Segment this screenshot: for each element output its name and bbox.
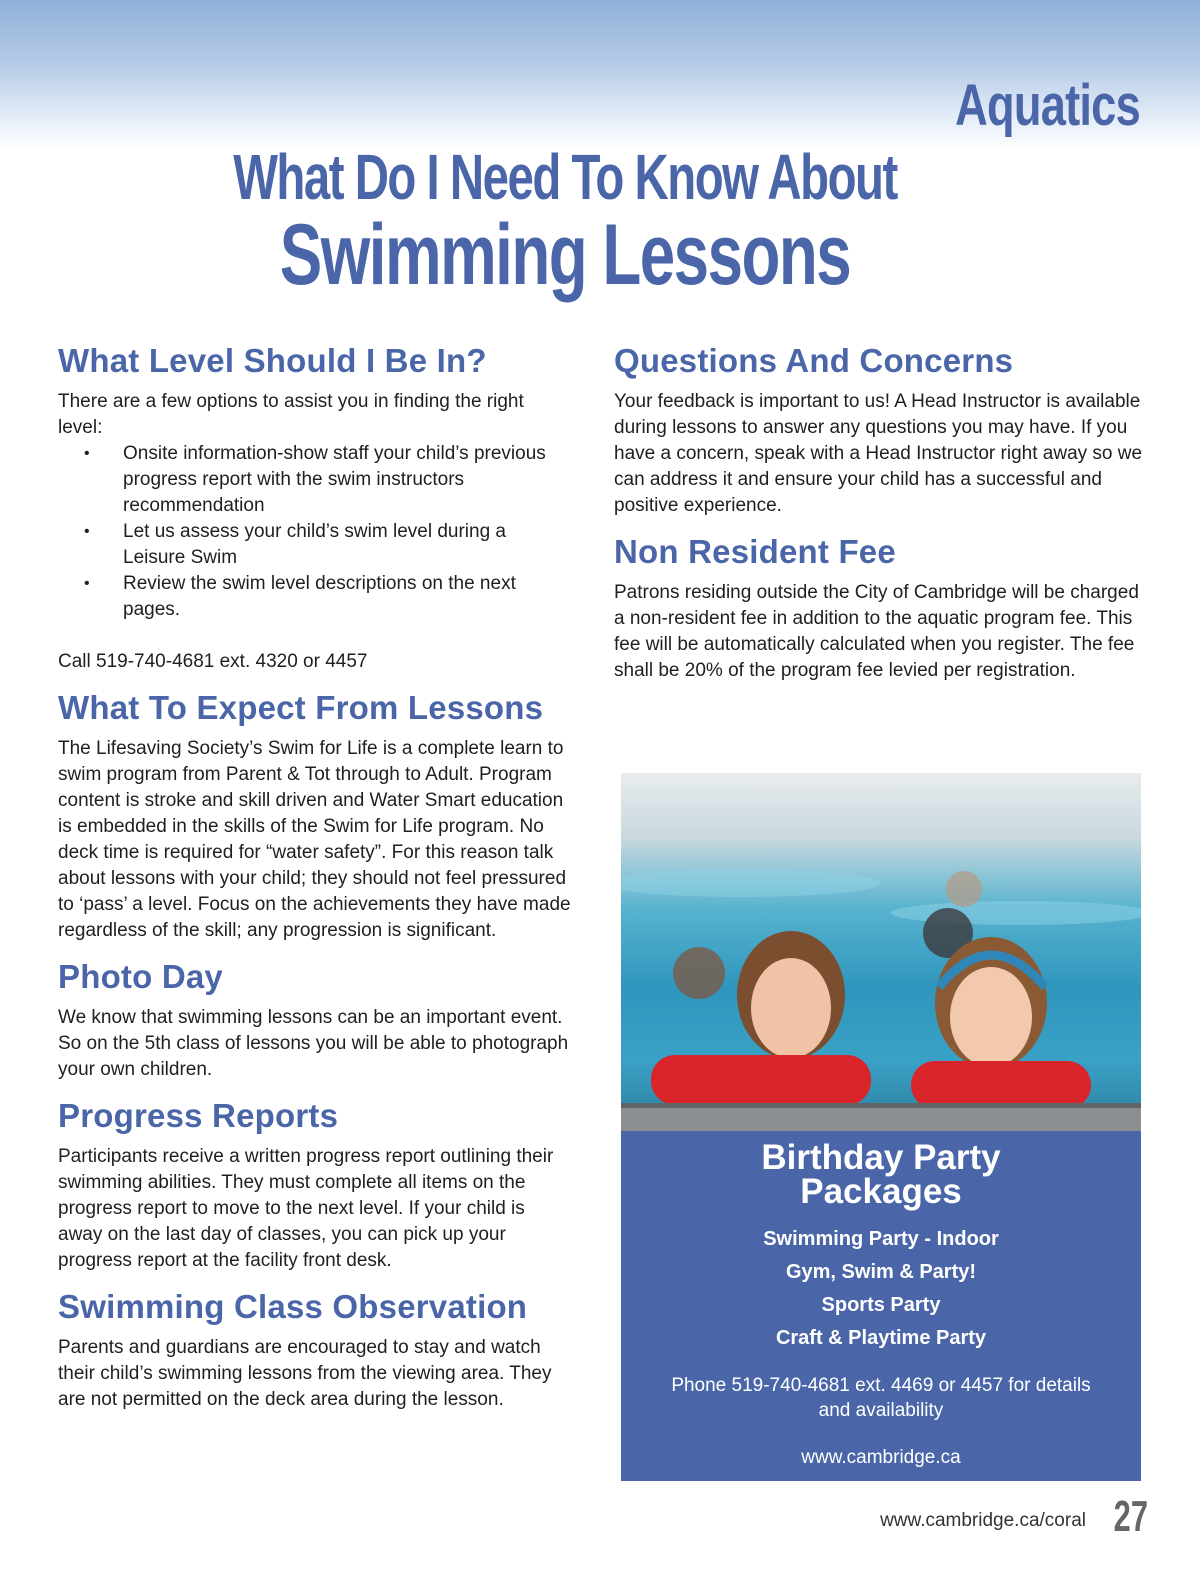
progress-heading: Progress Reports (58, 1096, 339, 1134)
progress-section (58, 1097, 573, 1274)
observation-section (58, 1288, 573, 1413)
observation-body: Parents and guardians are encouraged to stay and watch their child’s swimming lessons from the viewing area. They are not permitted on the deck area during the lesson. (58, 1336, 552, 1410)
expect-body: The Lifesaving Society’s Swim for Life is a complete learn to swim program from Parent & Tot through to Adult. Program content is stroke and skill driven and Water Smart education is embedded in the skills of the Swim for Life program. No deck time is required for “water safety”. For this reason talk about lessons with your child; they should not feel pressured to ‘pass’ a level. Focus on the achievements they have made regardless of the skill; any progression is significant. (58, 737, 571, 941)
level-options-list (58, 441, 573, 623)
left-column (58, 342, 573, 1427)
footer-url-link[interactable]: www.cambridge.ca/coral (880, 1510, 1086, 1531)
promo-phone: Phone 519-740-4681 ext. 4469 or 4457 for details and availability (671, 1375, 1091, 1421)
photo-day-heading: Photo Day (58, 957, 223, 995)
promo-title (621, 1138, 1141, 1211)
fee-heading: Non Resident Fee (614, 532, 896, 570)
list-item: • Review the swim level descriptions on the next pages. (58, 571, 573, 623)
photo-day-body: We know that swimming lessons can be an important event. So on the 5th class of lessons you will be able to photograph your own children. (58, 1006, 569, 1080)
questions-body: Your feedback is important to us! A Head Instructor is available during lessons to answer any questions you may have. If you have a concern, speak with a Head Instructor right away so we can address it and ensure your child has a successful and positive experience. (614, 390, 1143, 516)
list-item: Sports Party (821, 1294, 941, 1316)
page-title-line2: Swimming Lessons (279, 207, 851, 303)
level-heading: What Level Should I Be In? (58, 342, 487, 379)
expect-heading: What To Expect From Lessons (58, 688, 544, 726)
right-column (614, 342, 1144, 698)
promo-package-list (621, 1223, 1141, 1355)
questions-heading: Questions And Concerns (614, 342, 1014, 379)
birthday-party-promo (621, 1131, 1141, 1481)
promo-title-line1: Birthday Party (761, 1138, 1001, 1177)
list-item: Swimming Party - Indoor (763, 1228, 999, 1250)
promo-title-line2: Packages (800, 1172, 962, 1211)
promo-url-link[interactable]: www.cambridge.ca (801, 1447, 961, 1468)
list-item: • Onsite information-show staff your child’s previous progress report with the swim instructors recommendation (58, 441, 573, 519)
photo-day-section (58, 958, 573, 1083)
swimming-kids-photo (621, 773, 1141, 1131)
level-call-number: Call 519-740-4681 ext. 4320 or 4457 (58, 650, 368, 672)
fee-section (614, 533, 1144, 684)
expect-section (58, 689, 573, 944)
list-item: • Let us assess your child’s swim level during a Leisure Swim (58, 519, 573, 571)
list-item: Craft & Playtime Party (775, 1327, 987, 1349)
section-label: Aquatics (955, 73, 1140, 138)
questions-section (614, 342, 1144, 519)
level-intro: There are a few options to assist you in finding the right level: (58, 390, 524, 438)
level-section (58, 342, 573, 675)
page-title-line1: What Do I Need To Know About (233, 141, 897, 213)
progress-body: Participants receive a written progress report outlining their swimming abilities. They must complete all items on the progress report to move to the next level. If your child is away on the last day of classes, you can pick up your progress report at the facility front desk. (58, 1145, 554, 1271)
fee-body: Patrons residing outside the City of Cambridge will be charged a non-resident fee in addition to the aquatic program fee. This fee will be automatically calculated when you register. The fee shall be 20% of the program fee levied per registration. (614, 581, 1139, 681)
list-item: Gym, Swim & Party! (785, 1261, 977, 1283)
page-number: 27 (1113, 1492, 1148, 1541)
observation-heading: Swimming Class Observation (58, 1287, 528, 1325)
